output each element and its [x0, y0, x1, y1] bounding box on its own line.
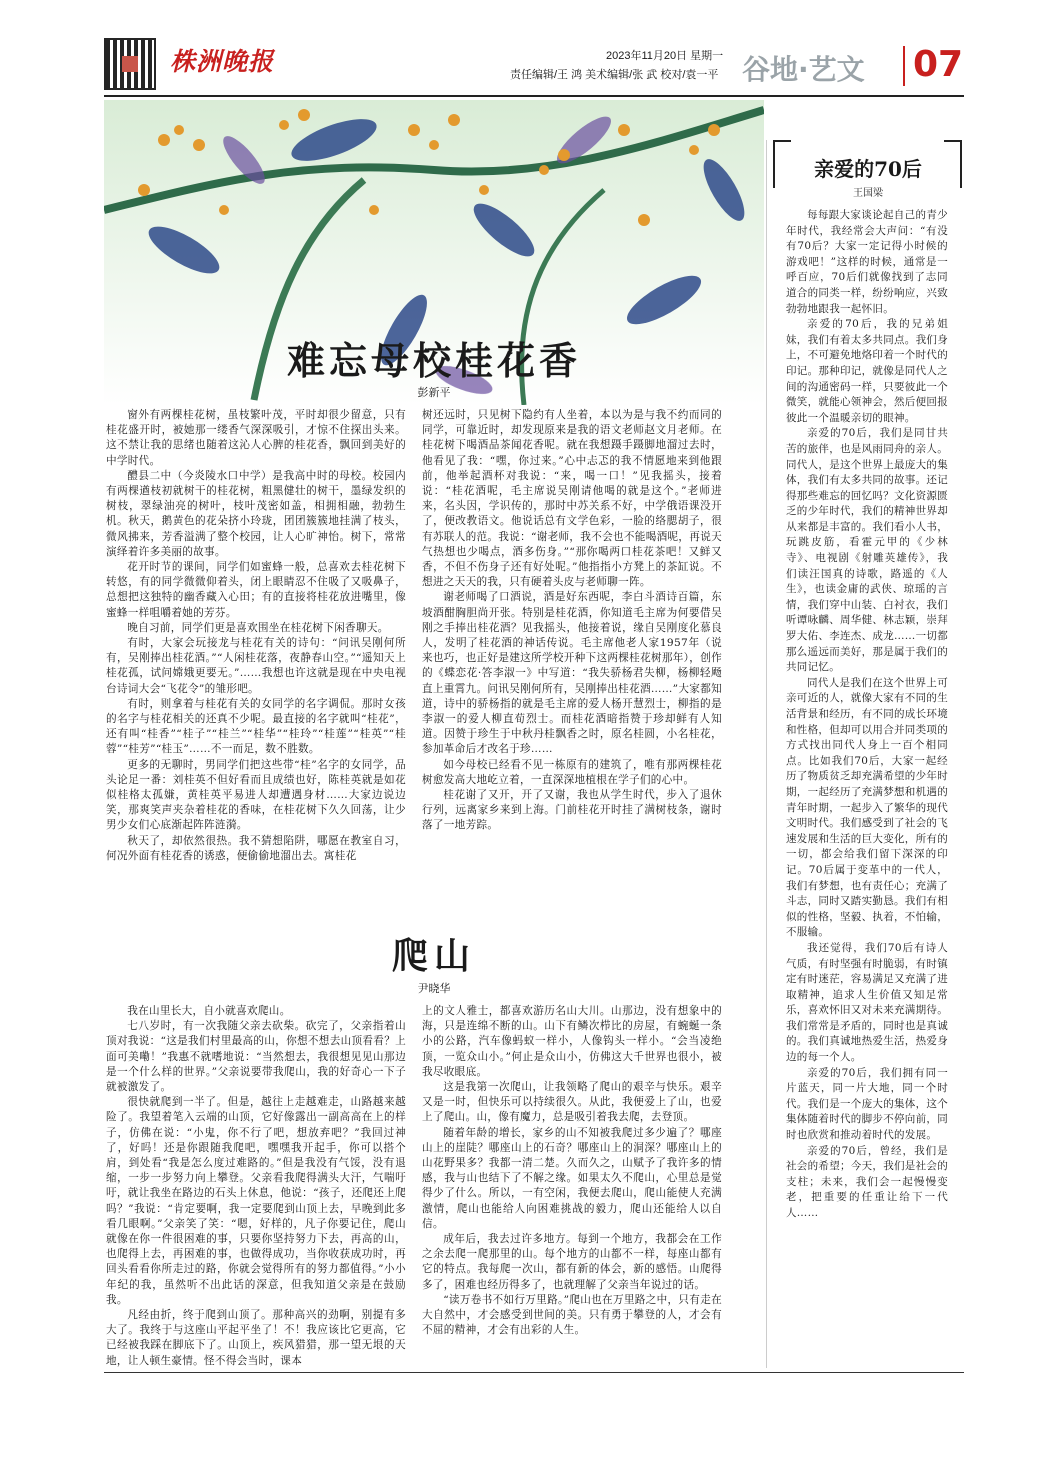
paragraph: 亲爱的70后，曾经，我们是社会的希望；今天，我们是社会的支柱；未来，我们会一起慢慢变老，把重要的任重让给下一代人…… — [786, 1144, 948, 1219]
section-title: 谷地·艺文 — [742, 53, 865, 86]
page-number-divider — [903, 46, 905, 86]
paragraph: 每每跟大家谈论起自己的青少年时代，我经常会大声问：“有没有70后？大家一定记得小时候的游戏吧！”这样的时候，通常是一呼百应，70后们就像找到了志同道合的同类一样，纷纷响应，兴致勃勃地跟我一起怀旧。 — [786, 209, 948, 315]
article1-author: 彭新平 — [417, 387, 451, 399]
paragraph: 凡经由折，终于爬到山顶了。那种高兴的劲啊，别提有多大了。我终于与这座山平起平坐了！不！我应该比它更高，它已经被我踩在脚底下了。山顶上，疾风猎猎，那一望无垠的天地，让人顿生豪情。怪不得会当时，课本 — [106, 1309, 406, 1367]
paragraph: 上的文人雅士，都喜欢游历名山大川。山那边，没有想象中的海，只是连绵不断的山。山下有鳞次栉比的房屋，有蜿蜒一条小的公路，汽车像蚂蚁一样小，人像钩头一样小。“会当凌绝顶，一览众山小。”何止是众山小，仿佛这大千世界也很小，被我尽收眼底。 — [422, 1005, 722, 1078]
paragraph: 这是我第一次爬山，让我领略了爬山的艰辛与快乐。艰辛又是一时，但快乐可以持续很久。从此，我便爱上了山，也爱上了爬山。山，像有魔力，总是吸引着我去爬，去登顶。 — [422, 1081, 722, 1124]
paragraph: 更多的无聊时，男同学们把这些带“桂”名字的女同学，品头论足一番：刘桂英不但好看而且成绩也好，陈桂英就是如花似桂格太孤嫌，黄桂英平易进人却遭遇身材……大家边说边笑，那爽笑声夹杂着桂花的香味，在桂花树下久久回荡，让少男少女们心底渐起阵阵涟漪。 — [106, 758, 406, 832]
paragraph: 同代人是我们在这个世界上可亲可近的人，就像大家有不同的生活背景和经历，有不同的成长环境和性格，但却可以用合并同类项的方式找出同代人身上一百个相同点。比如我们70后，大家一起经历了物质贫乏却充满希望的少年时期，一起经历了充满梦想和机遇的青年时期，一起步入了繁华的现代文明时代。我们感受到了社会的飞速发展和生活的巨大变化，所有的一切，都会给我们留下深深的印记。70后属于变革中的一代人，我们有梦想，也有责任心；充满了斗志，同时又踏实勤恳。我们有相似的性格，坚毅、执着，不怕输，不服输。 — [786, 676, 948, 939]
paragraph: 谢老师喝了口酒说，酒是好东西呢，李白斗酒诗百篇，东坡酒酣胸胆尚开张。特别是桂花酒，你知道毛主席为何要借吴刚之手捧出桂花酒？见我摇头，他接着说，缘自吴刚度化慕良人，发明了桂花酒的神话传说。毛主席他老人家1957年（说来也巧，也正好是建这所学校开种下这两棵桂花树那年），创作的《蝶恋花·答李淑一》中写道：“我失骄杨君失柳，杨柳轻飏直上重霄九。问讯吴刚何所有，吴刚捧出桂花酒……”大家都知道，诗中的骄杨指的就是毛主席的爱人杨开慧烈士，柳指的是李淑一的爱人柳直荀烈士。而桂花酒暗指赞于珍却鲜有人知道。因赞于珍生于中秋丹桂飘香之时，原名桂圆，小名桂花，参加革命后才改名于珍…… — [422, 591, 722, 756]
paragraph: 亲爱的70后，我们拥有同一片蓝天，同一片大地，同一个时代。我们是一个庞大的集体，这个集体随着时代的脚步不停向前，同时也欣赏和推动着时代的发展。 — [786, 1066, 948, 1142]
paragraph: 树还远时，只见树下隐约有人坐着，本以为是与我不约而同的同学，可靠近时，却发现原来是我的语文老师赵文月老师。在桂花树下喝酒品茶闻花香呢。就在我想蹑手蹑脚地溜过去时，他看见了我：“嘿，你过来。”心中忐忑的我不情愿地来到他跟前，他举起酒杯对我说：“来，喝一口！”见我摇头，接着说：“桂花酒呢，毛主席说吴刚请他喝的就是这个。”老师进来，名头因，学识传的，那时中苏关系不好，中学俄语课没开了，便改教语文。他说话总有文学色彩，一脸的络腮胡子，很有苏联人的范。我说：“谢老师，我不会也不能喝酒呢，再说天气热想也少喝点，酒多伤身。”“那你喝两口桂花茶吧！又鲜又香，不但不伤身子还有好处呢。”他指指小方凳上的茶缸说。不想进之天天的我，只有硬着头皮与老师聊一阵。 — [422, 409, 722, 589]
paragraph: 亲爱的70后，我的兄弟姐妹，我们有着太多共同点。我们身上，不可避免地烙印着一个时代的印记。那种印记，就像是同代人之间的沟通密码一样，只要彼此一个微笑，就能心领神会，然后便回报彼此一个温暖亲切的眼神。 — [786, 318, 948, 424]
paragraph: 我在山里长大，自小就喜欢爬山。 — [127, 1005, 291, 1017]
article3-author: 王国梁 — [853, 188, 883, 199]
article1-title: 难忘母校桂花香 — [286, 339, 581, 383]
article1-column-1 — [106, 408, 406, 864]
article2-column-1 — [106, 1004, 406, 1369]
paragraph: 我还觉得，我们70后有诗人气质，有时坚强有时脆弱，有时镇定有时迷茫，容易满足又充满了进取精神，追求人生价值又知足常乐，喜欢怀旧又对未来充满期待。我们常常是矛盾的，同时也是真诚的。我们真诚地热爱生活，热爱身边的每一个人。 — [786, 941, 948, 1064]
paragraph: 亲爱的70后，我们是同甘共苦的旅伴，也是风雨同舟的亲人。同代人，是这个世界上最庞大的集体，我们有太多共同的故事。还记得那些难忘的回忆吗？文化资源匮乏的少年时代，我们的精神世界却从来都是丰富的。我们看小人书，玩跳皮筋，看霍元甲的《少林寺》、电视剧《射雕英雄传》，我们读汪国真的诗歌，路遥的《人生》，也读金庸的武侠、琼瑶的言情，我们穿中山装、白衬衣，我们听谭咏麟、周华健、林志颖，崇拜罗大佑、李连杰、成龙……一切都那么遥远而美好，那是属于我们的共同记忆。 — [786, 427, 948, 674]
date-line: 2023年11月20日 星期一 — [606, 50, 724, 62]
paragraph: 秋天了，却依然很热。我不猜想陷阱，哪愿在教室自习，何况外面有桂花香的诱惑，便偷偷地溜出去。寓桂花 — [106, 834, 406, 862]
column-divider — [766, 140, 767, 1368]
footer-rule — [104, 1372, 964, 1373]
article2-author: 尹晓华 — [417, 983, 451, 995]
article1-column-2 — [422, 408, 722, 834]
paragraph: 如今母校已经看不见一栋原有的建筑了，唯有那两棵桂花树愈发高大地屹立着，一直深深地植根在学子们的心中。 — [422, 758, 722, 786]
paragraph: 随着年龄的增长，家乡的山不知被我爬过多少遍了？哪座山上的崖陡？哪座山上的石奇？哪座山上的洞深？哪座山上的山花野果多？我都一清二楚。久而久之，山赋予了我许多的情感，我与山也结下了不解之缘。如果太久不爬山，心里总是觉得少了什么。所以，一有空闲，我便去爬山，爬山能使人充满激情，爬山也能给人向困难挑战的毅力，爬山还能给人以自信。 — [422, 1126, 722, 1230]
paragraph: 醴县二中（今炎陵水口中学）是我高中时的母校。校园内有两棵遒枝初就树干的桂花树，粗黑健壮的树干，墨绿发织的树枝，翠绿油亮的树叶，枝叶茂密如盖，相拥相融，勃勃生机。秋天，鹅黄色的花朵挤小玲珑，团团簇簇地挂满了枝头，微风拂来，芳香溢满了整个校园，让人心旷神怡。树下，常常演绎着许多美丽的故事。 — [106, 469, 406, 558]
editors-line: 责任编辑/王 鸿 美术编辑/张 武 校对/袁一平 — [510, 69, 719, 81]
paragraph: 有时，大家会玩接龙与桂花有关的诗句：“问讯吴刚何所有，吴刚捧出桂花酒。”“人闲桂花落，夜静春山空。”“遥知天上桂花孤，试问嫦娥更要无。”……我想也许这就是现在中央电视台诗词大会“飞花令”的雏形吧。 — [106, 637, 406, 695]
page-number: 07 — [913, 44, 964, 85]
paragraph: 花开时节的课间，同学们如蜜蜂一般，总喜欢去桂花树下转悠，有的同学微微仰着头，闭上眼睛忍不住吸了又吸鼻子，总想把这独特的幽香藏入心田；有的直接将桂花放进嘴里，像蜜蜂一样咀嚼着她的芳芬。 — [106, 561, 406, 619]
newspaper-logo: 株洲晚报 — [170, 47, 275, 76]
paragraph: 成年后，我去过许多地方。每到一个地方，我都会在工作之余去爬一爬那里的山。每个地方的山都不一样，每座山都有它的特点。我每爬一次山，都有新的体会，新的感悟。山爬得多了，困难也经历得多了，也就理解了父亲当年说过的话。 — [422, 1233, 722, 1291]
article3-title: 亲爱的70后 — [814, 157, 922, 181]
paragraph: 七八岁时，有一次我随父亲去砍柴。砍完了，父亲指着山顶对我说：“这是我们村里最高的山，你想不想去山顶看看？上面可美嘞！”我惠不就嗜地说：“当然想去，我很想见见山那边是一个什么样的世界。”父亲说要带我爬山，我的好奇心一下子就被激发了。 — [106, 1020, 406, 1094]
paragraph: 有时，则拿着与桂花有关的女同学的名字调侃。那时女孩的名字与桂花相关的还真不少呢。最直接的名字就叫“桂花”，还有叫“桂香”“桂子”“桂兰”“桂华”“桂玲”“桂莲”“桂英”“桂蓉”“桂芳”“桂玉”……不一而足，数不胜数。 — [106, 697, 406, 756]
article2-title: 爬山 — [391, 936, 476, 977]
header-rule — [104, 95, 964, 97]
paragraph: 桂花谢了又开，开了又谢，我也从学生时代，步入了退休行列，远离家乡来到上海。门前桂花开时挂了满树枝条，谢时落了一地芳踪。 — [422, 789, 722, 832]
paragraph: 晚自习前，同学们更是喜欢围坐在桂花树下闲香聊天。 — [127, 621, 389, 634]
paragraph: 很快就爬到一半了。但是，越往上走越难走，山路越来越险了。我望着笔入云端的山顶，它好像露出一副高高在上的样子，仿佛在说：“小鬼，你不行了吧，想放弃吧？”我回过神了，好吗！还是你跟随我爬吧，嘿嘿我开起手，你可以搭个肩，到处看“我是怎么度过难路的。”但是我没有气馁，没有退缩，一步一步努力向上攀登。父亲看我爬得满头大汗，气喘吁吁，就让我坐在路边的石头上休息，他说：“孩子，还爬还上爬吗？”我说：“肯定要啊，我一定要爬到山顶上去，早晚到此多看几眼啊。”父亲笑了笑：“嗯，好样的，凡子你要记住，爬山就像在你一件很困难的事，只要你坚持努力下去，再高的山，也爬得上去，再困难的事，也做得成功，当你收获成功时，再回头看看你所走过的路，你就会觉得所有的努力都值得。”小小年纪的我，虽然听不出此话的深意，但我知道父亲是在鼓励我。 — [106, 1096, 406, 1306]
paragraph: “读万卷书不如行万里路。”爬山也在万里路之中，只有走在大自然中，才会感受到世间的美。只有勇于攀登的人，才会有不屈的精神，才会有出彩的人生。 — [422, 1293, 722, 1337]
article3-body — [786, 208, 948, 1222]
qr-code-icon — [104, 38, 156, 90]
paragraph: 窗外有两棵桂花树，虽枝繁叶茂，平时却很少留意，只有桂花盛开时，被她那一缕香气深深吸引，才惊不住探出头来。这不禁让我的思绪也随着这沁人心脾的桂花香，飘回到美好的中学时代。 — [106, 409, 406, 467]
box-corner — [773, 140, 791, 142]
article2-column-2 — [422, 1004, 722, 1338]
